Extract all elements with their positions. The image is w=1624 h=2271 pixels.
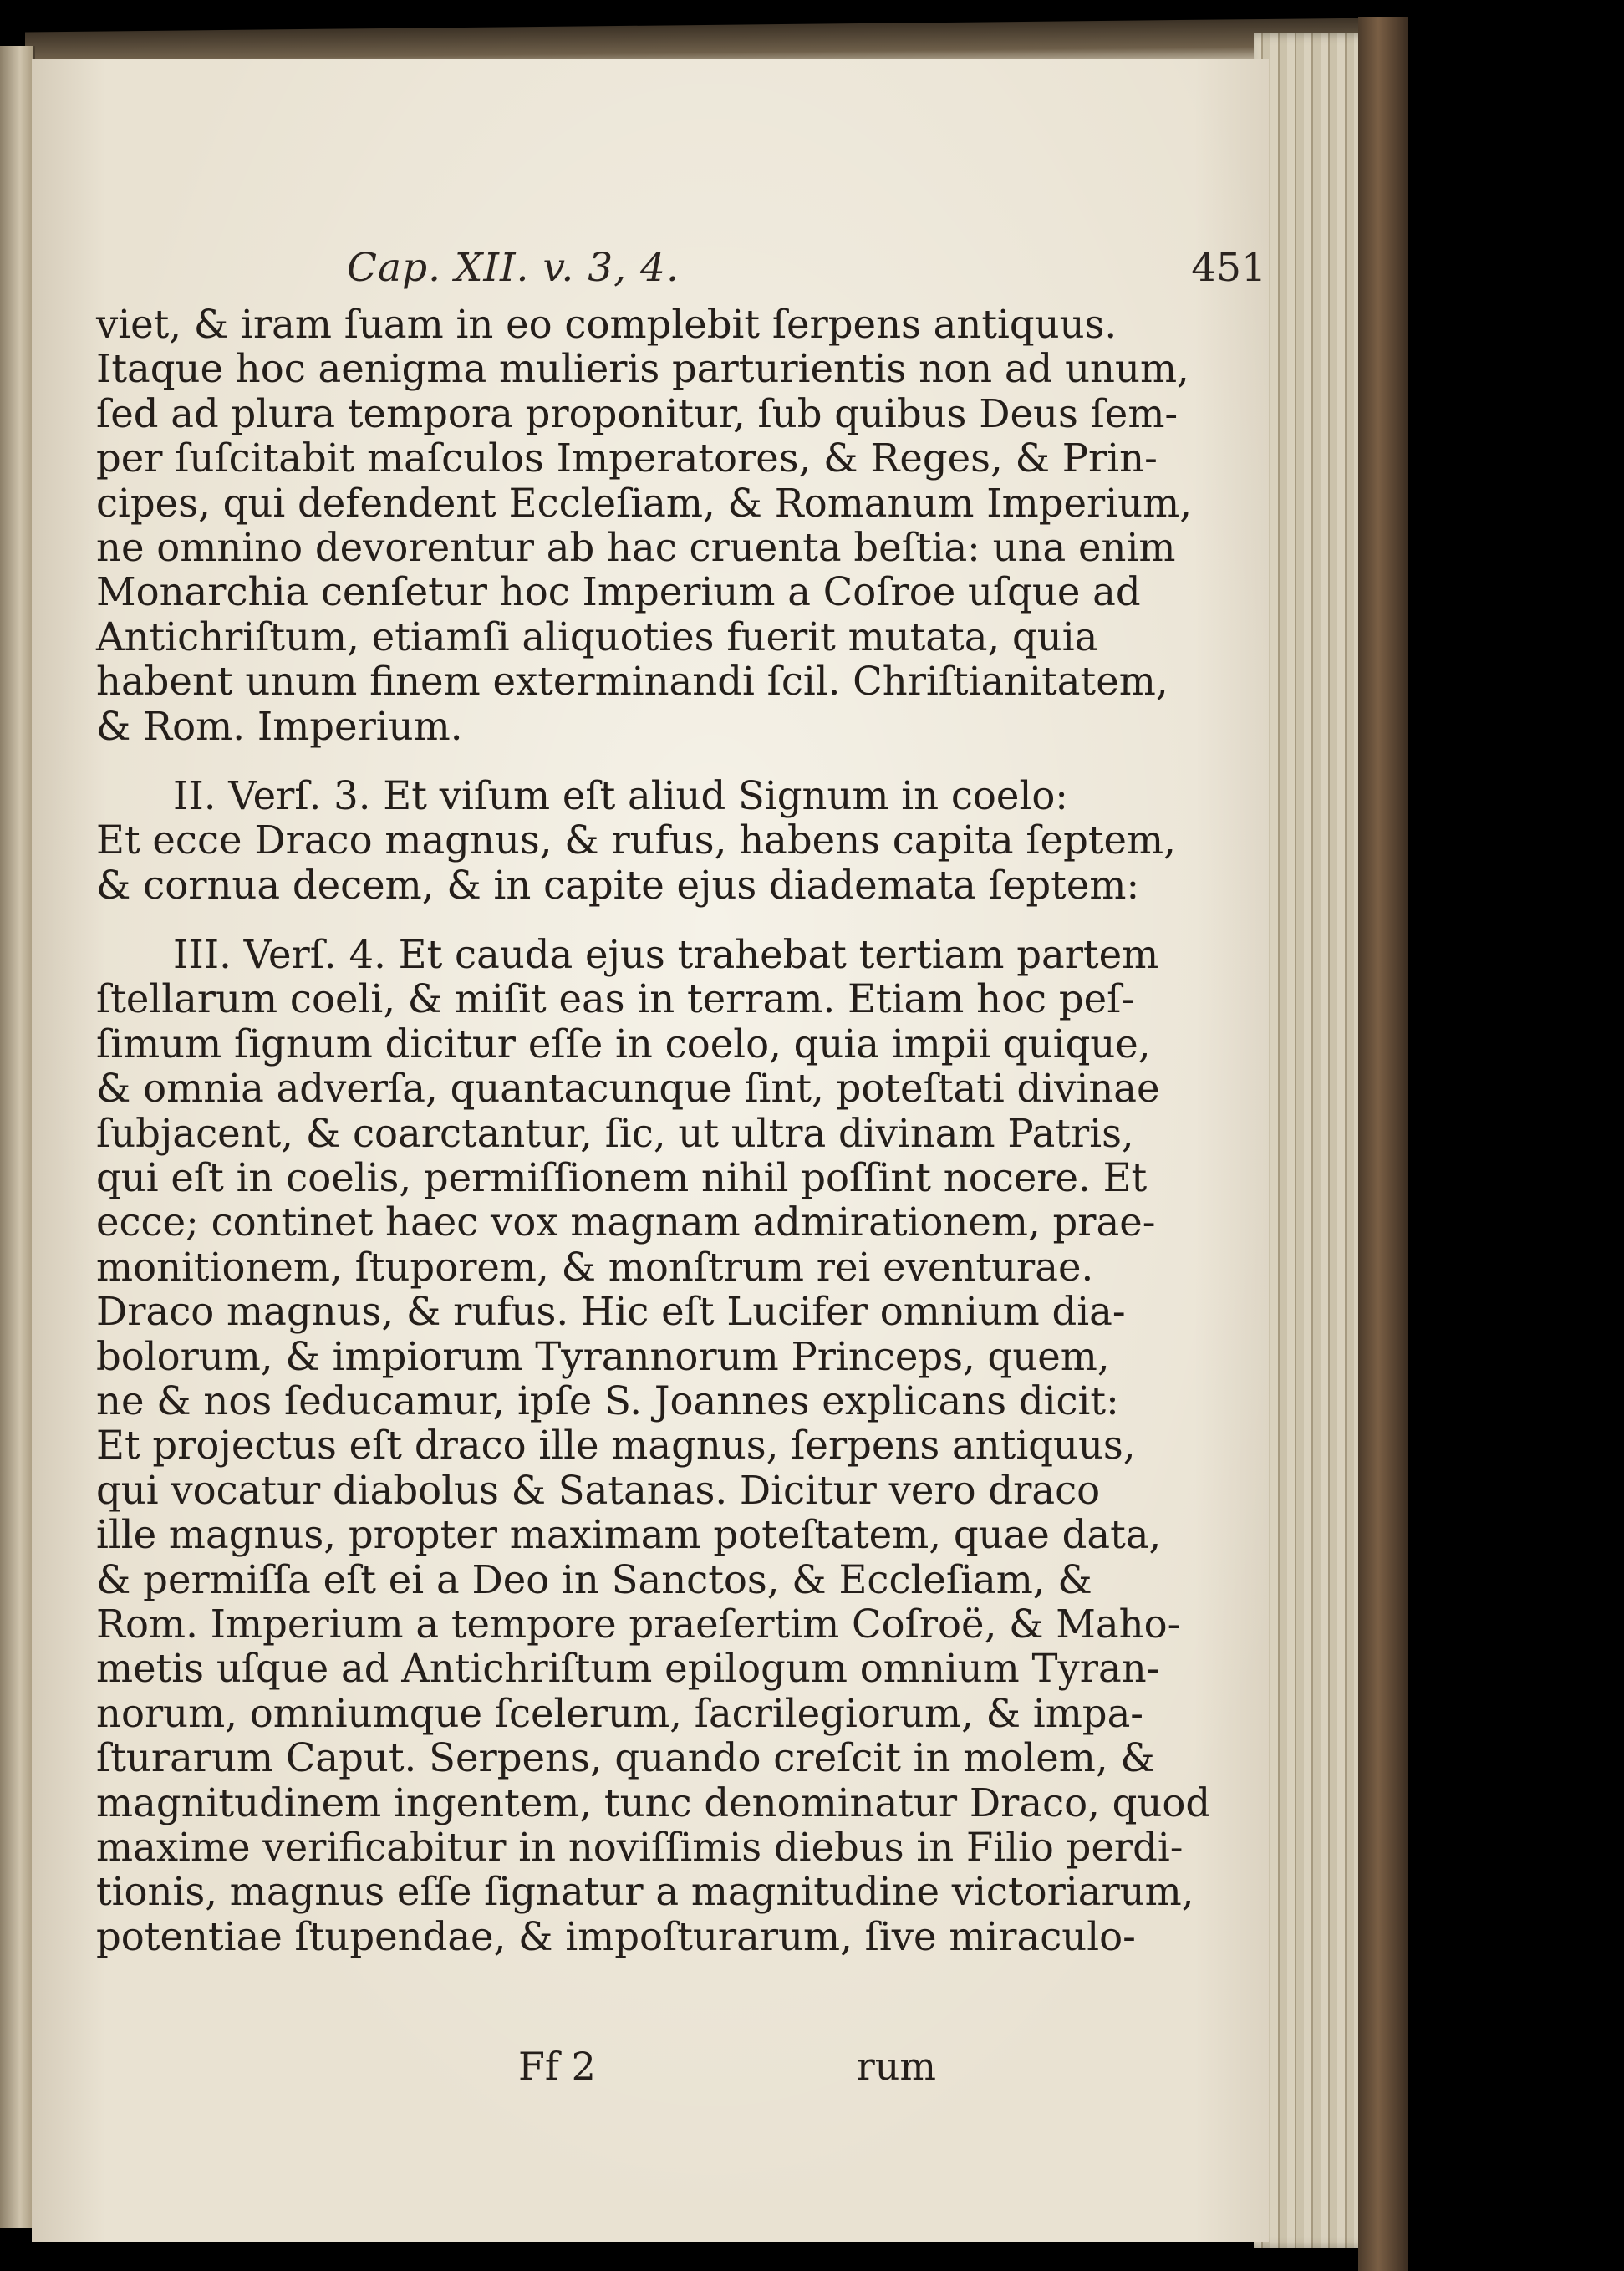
page-number: 451 [1191,245,1266,291]
text-line: tionis, magnus eſſe ſignatur a magnitudine victoriarum, [96,1869,1194,1915]
text-line: potentiae ſtupendae, & impoſturarum, ſive miraculo- [96,1913,1136,1959]
running-title: Cap. XII. v. 3, 4. [347,245,680,291]
text-line: Antichriſtum, etiamſi aliquoties fuerit mutata, quia [96,614,1098,659]
text-line: qui eſt in coelis, permiſſionem nihil poſſint nocere. Et [96,1155,1148,1201]
text-line: bolorum, & impiorum Tyrannorum Princeps, quem, [96,1333,1110,1379]
text-line: norum, omniumque ſcelerum, ſacrilegiorum, & impa- [96,1690,1144,1736]
text-line: metis uſque ad Antichriſtum epilogum omnium Tyran- [96,1646,1160,1692]
text-line: ſturarum Caput. Serpens, quando creſcit in molem, & [96,1735,1155,1781]
text-line: & cornua decem, & in capite ejus diademata ſeptem: [96,862,1140,908]
text-line: ne omnino devorentur ab hac cruenta beſtia: una enim [96,524,1176,570]
text-line: & permiſſa eſt ei a Deo in Sanctos, & Eccleſiam, & [96,1556,1092,1602]
paragraph-gap [96,749,986,774]
text-line: III. Verſ. 4. Et cauda ejus trahebat tertiam partem [173,932,1159,978]
text-line: viet, & iram ſuam in eo complebit ſerpens antiquus. [96,302,1117,347]
book-cover-edge [1358,17,1408,2271]
signature-mark: Ff 2 [518,2044,596,2089]
text-line: monitionem, ſtuporem, & monſtrum rei eventurae. [96,1244,1094,1290]
text-line: ſubjacent, & coarctantur, ſic, ut ultra divinam Patris, [96,1110,1134,1156]
text-line: & Rom. Imperium. [96,703,463,749]
text-line: & omnia adverſa, quantacunque ſint, poteſtati divinae [96,1066,1160,1112]
text-line: per ſuſcitabit maſculos Imperatores, & Reges, & Prin- [96,435,1158,481]
text-line: magnitudinem ingentem, tunc denominatur Draco, quod [96,1780,1211,1825]
text-line: ne & nos ſeducamur, ipſe S. Joannes explicans dicit: [96,1377,1119,1423]
text-line: qui vocatur diabolus & Satanas. Dicitur vero draco [96,1467,1101,1513]
text-line: Et projectus eſt draco ille magnus, ſerpens antiquus, [96,1423,1136,1469]
text-line: Itaque hoc aenigma mulieris parturientis non ad unum, [96,346,1189,392]
left-page-edge [0,46,35,2228]
text-line: ſed ad plura tempora proponitur, ſub quibus Deus ſem- [96,390,1179,436]
text-line: Et ecce Draco magnus, & rufus, habens capita ſeptem, [96,817,1176,863]
text-line: Rom. Imperium a tempore praeſertim Coſroë, & Maho- [96,1601,1181,1647]
text-line: Draco magnus, & rufus. Hic eſt Lucifer omnium dia- [96,1289,1126,1335]
text-line: ille magnus, propter maximam poteſtatem, quae data, [96,1512,1162,1558]
text-line: ſimum ſignum dicitur eſſe in coelo, quia impii quique, [96,1021,1151,1067]
page-footer [518,2044,936,2094]
text-line: cipes, qui defendent Eccleſiam, & Romanum Imperium, [96,480,1192,526]
page-header [347,245,1266,295]
paragraph-gap [96,908,986,933]
catchword: rum [856,2044,936,2089]
text-line: Monarchia cenſetur hoc Imperium a Coſroe uſque ad [96,569,1141,615]
text-line: ſtellarum coeli, & miſit eas in terram. Etiam hoc peſ- [96,976,1135,1022]
text-line: II. Verſ. 3. Et viſum eſt aliud Signum in coelo: [173,772,1068,818]
text-line: ecce; continet haec vox magnam admirationem, prae- [96,1199,1156,1245]
body-text [96,302,1211,1959]
text-line: habent unum finem exterminandi ſcil. Chriſtianitatem, [96,659,1168,705]
text-line: maxime verificabitur in noviſſimis diebus in Filio perdi- [96,1824,1184,1870]
